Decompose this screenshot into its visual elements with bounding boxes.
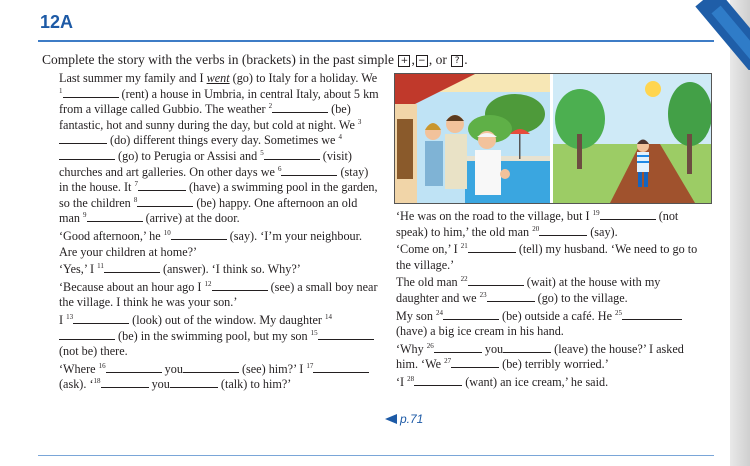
answer-gap[interactable] <box>170 377 218 388</box>
answer-gap[interactable] <box>183 362 239 373</box>
story-paragraph <box>59 229 379 260</box>
comma: , <box>411 52 415 67</box>
story-text: (be) outside a café. He <box>498 308 616 323</box>
story-paragraph <box>396 242 706 273</box>
story-text: (ask). ‘ <box>59 377 94 392</box>
answer-gap[interactable] <box>313 362 369 373</box>
answer-gap[interactable] <box>63 87 119 98</box>
answer-gap[interactable] <box>73 313 129 324</box>
story-right-column <box>396 209 706 393</box>
positive-symbol: + <box>398 55 410 67</box>
story-text: (be) happy. One afternoon an old man <box>59 195 358 226</box>
back-arrow-icon <box>385 414 397 424</box>
story-text: (see) a small boy near the village. I think he was your son.’ <box>59 279 378 310</box>
gap-number: 25 <box>615 308 623 317</box>
lesson-code: 12A <box>40 12 74 32</box>
gap-number: 6 <box>277 164 282 173</box>
story-text: (not be) there. <box>59 344 128 359</box>
gap-number: 3 <box>357 117 362 126</box>
answer-gap[interactable] <box>487 291 535 302</box>
answer-gap[interactable] <box>503 342 551 353</box>
story-illustration <box>394 73 712 204</box>
answer-gap[interactable] <box>600 209 656 220</box>
story-text: ‘Where <box>59 361 99 376</box>
story-text: ‘Come on,’ I <box>396 242 461 257</box>
gap-number: 14 <box>324 312 332 321</box>
answer-gap[interactable] <box>468 275 524 286</box>
gap-number: 2 <box>268 102 273 111</box>
story-paragraph <box>396 275 706 306</box>
answer-gap[interactable] <box>451 357 499 368</box>
story-text: you <box>481 341 504 356</box>
story-text: you <box>148 377 170 392</box>
corner-decoration <box>690 0 750 70</box>
story-text: (go) to Perugia or Assisi and <box>115 148 261 163</box>
story-text: (go) to the village. <box>534 290 628 305</box>
story-text: I <box>59 312 67 327</box>
story-text: ‘Good afternoon,’ he <box>59 228 164 243</box>
story-text: (wait) at the house with my daughter and we <box>396 275 661 305</box>
answer-gap[interactable] <box>106 362 162 373</box>
story-text: ‘I <box>396 374 408 389</box>
gap-number: 8 <box>133 195 138 204</box>
answer-gap[interactable] <box>281 165 337 176</box>
answer-gap[interactable] <box>318 329 374 340</box>
gap-number: 1 <box>59 86 63 95</box>
story-text: (want) an ice cream,’ he said. <box>462 374 609 389</box>
gap-number: 18 <box>93 377 101 386</box>
gap-number: 20 <box>532 224 540 233</box>
story-paragraph <box>59 262 379 278</box>
gap-number: 10 <box>163 228 171 237</box>
story-text: ‘Because about an hour ago I <box>59 279 205 294</box>
story-text: (have) a big ice cream in his hand. <box>396 324 564 339</box>
story-text: ‘He was on the road to the village, but I <box>396 209 593 223</box>
illustration-panel-left <box>395 74 550 203</box>
story-paragraph <box>59 280 379 311</box>
header-rule <box>38 40 714 42</box>
story-paragraph <box>59 362 379 393</box>
answer-gap[interactable] <box>264 149 320 160</box>
answer-gap[interactable] <box>138 180 186 191</box>
gap-number: 12 <box>204 279 212 288</box>
story-text: (be) terribly worried.’ <box>499 357 609 372</box>
story-paragraph <box>396 375 706 391</box>
gap-number: 5 <box>260 148 264 157</box>
story-text: (be) in the swimming pool, but my son <box>115 328 311 343</box>
story-text: (arrive) at the door. <box>142 211 240 226</box>
gap-number: 4 <box>338 133 343 142</box>
story-text: The old man <box>396 275 461 290</box>
page-reference[interactable] <box>385 412 423 426</box>
answer-gap[interactable] <box>212 280 268 291</box>
story-text: (talk) to him?’ <box>217 377 292 392</box>
answer-gap[interactable] <box>171 229 227 240</box>
answer-gap[interactable] <box>59 133 107 144</box>
story-left-column <box>59 71 379 395</box>
story-text: (do) different things every day. Sometimes we <box>107 133 339 148</box>
answer-gap[interactable] <box>468 242 516 253</box>
gap-number: 7 <box>134 180 138 189</box>
story-text: (look) out of the window. My daughter <box>129 312 325 327</box>
answer-gap[interactable] <box>539 225 587 236</box>
instruction-text: Complete the story with the verbs in (brackets) in the past simple <box>42 52 398 67</box>
story-text: you <box>161 361 183 376</box>
or-text: , or <box>428 52 451 67</box>
story-text: (say). <box>587 224 618 239</box>
footer-rule <box>38 455 714 456</box>
illustration-panel-right <box>553 74 712 203</box>
story-text: (be) fantastic, hot and sunny during the day, but cold at night. We <box>59 102 358 132</box>
story-paragraph <box>396 309 706 340</box>
story-text: ‘Why <box>396 341 427 356</box>
story-text: (visit) churches and art galleries. On other days we <box>59 148 352 179</box>
story-paragraph <box>396 342 706 373</box>
gap-number: 16 <box>98 361 106 370</box>
story-text: Last summer my family and I <box>59 71 207 85</box>
answer-gap[interactable] <box>443 309 499 320</box>
story-text: (rent) a house in Umbria, in central Italy, about 5 km from a village called Gubbio. The weather <box>59 86 379 117</box>
answer-gap[interactable] <box>272 102 328 113</box>
story-text: (answer). ‘I think so. Why?’ <box>159 262 301 277</box>
story-text: (not speak) to him,’ the old man <box>396 209 679 239</box>
story-text: (tell) my husband. ‘We need to go to the village.’ <box>396 242 698 272</box>
story-paragraph <box>59 313 379 360</box>
story-paragraph <box>396 209 706 240</box>
answer-gap[interactable] <box>59 329 115 340</box>
question-symbol: ? <box>451 55 463 67</box>
gap-number: 23 <box>479 290 487 299</box>
negative-symbol: − <box>416 55 428 67</box>
answer-gap[interactable] <box>101 377 149 388</box>
gap-number: 21 <box>460 242 468 251</box>
gap-number: 17 <box>306 361 314 370</box>
answer-gap[interactable] <box>137 196 193 207</box>
gap-number: 9 <box>83 211 87 220</box>
gap-number: 13 <box>66 312 74 321</box>
answer-gap[interactable] <box>414 375 462 386</box>
exercise-instruction <box>42 52 468 68</box>
gap-number: 11 <box>97 262 104 271</box>
answer-gap[interactable] <box>87 211 143 222</box>
gap-number: 15 <box>310 328 318 337</box>
period: . <box>464 52 468 67</box>
gap-number: 27 <box>444 357 452 366</box>
gap-number: 22 <box>460 275 468 284</box>
gap-number: 26 <box>426 341 434 350</box>
answer-gap[interactable] <box>59 149 115 160</box>
story-text: My son <box>396 308 436 323</box>
story-text: (have) a swimming pool in the garden, so the children <box>59 180 378 210</box>
story-text: (see) him?’ I <box>238 361 307 376</box>
page-reference-label: p.71 <box>400 412 424 426</box>
gap-number: 24 <box>435 308 443 317</box>
answer-gap[interactable] <box>622 309 682 320</box>
story-text: ‘Yes,’ I <box>59 262 98 277</box>
story-paragraph <box>59 71 379 227</box>
answer-gap[interactable] <box>104 262 160 273</box>
gap-number: 28 <box>407 374 415 383</box>
story-text: (say). ‘I’m your neighbour. Are your children at home?’ <box>59 228 363 259</box>
story-text: (stay) in the house. It <box>59 164 369 195</box>
story-text: (leave) the house?’ I asked him. ‘We <box>396 341 684 372</box>
answer-gap[interactable] <box>434 342 482 353</box>
gap-number: 19 <box>592 209 600 217</box>
example-answer: went <box>206 71 230 85</box>
story-text: (go) to Italy for a holiday. We <box>229 71 378 85</box>
